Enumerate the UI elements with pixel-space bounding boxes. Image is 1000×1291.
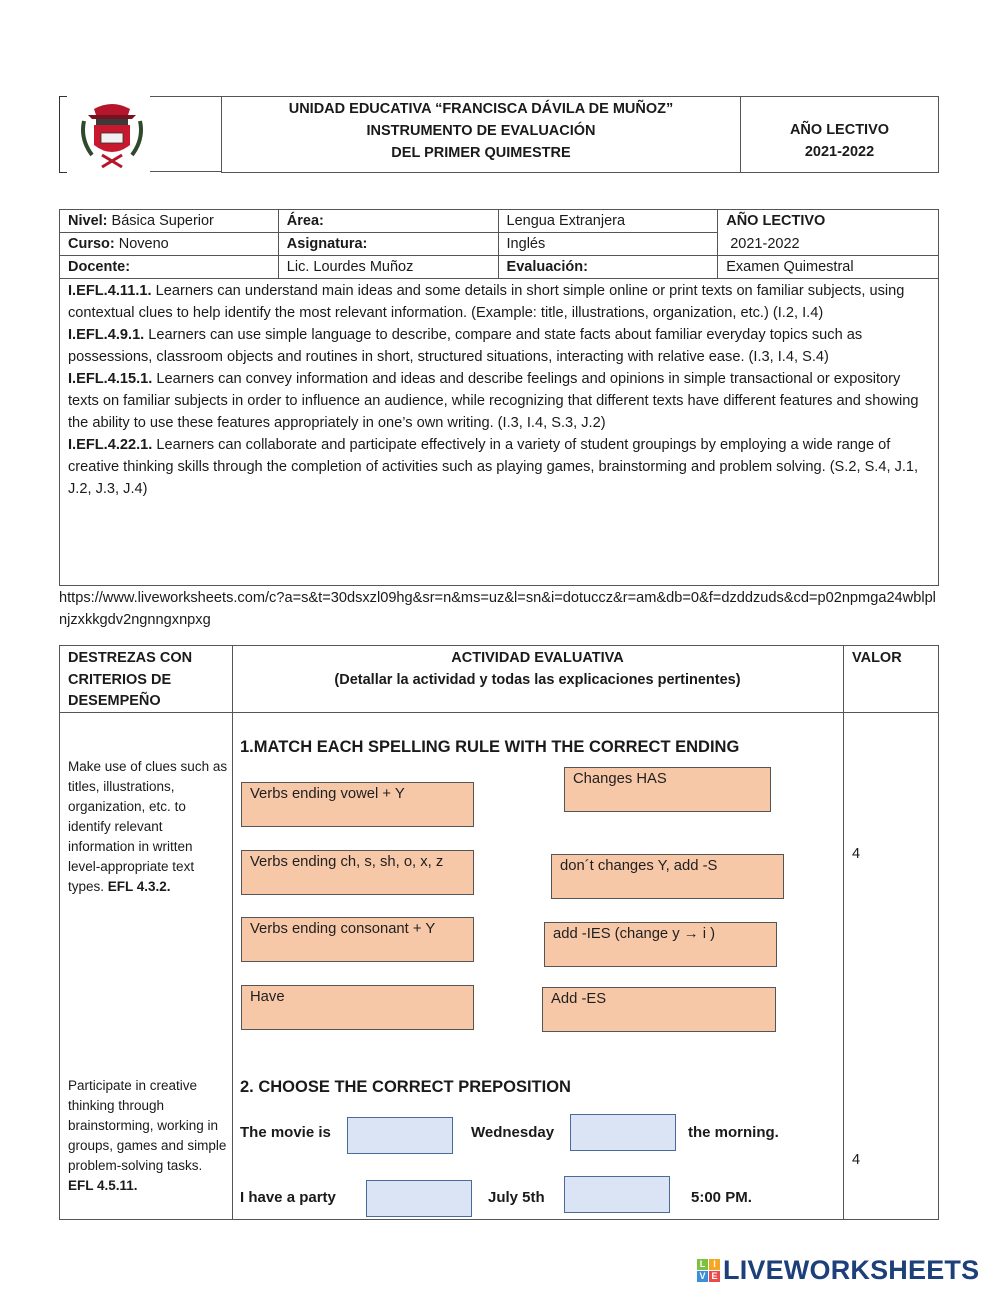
area-value: Lengua Extranjera <box>498 210 718 233</box>
live-block-v: V <box>697 1271 708 1282</box>
year-label-cell <box>718 210 939 233</box>
header-logo-bracket <box>59 96 67 173</box>
live-block-l: L <box>697 1259 708 1270</box>
curso-value: Noveno <box>118 236 169 252</box>
indicator-text: Learners can collaborate and participate effectively in a variety of student groupings by employing a wide range of creative thinking skills through the completion of activities such as playing games, brainstorming and problem solving. (S.2, S.4, J.1, J.2, J.3, J.4) <box>68 437 919 497</box>
school-name: UNIDAD EDUCATIVA “FRANCISCA DÁVILA DE MUÑOZ” <box>288 101 674 117</box>
skill-description-1 <box>68 757 228 897</box>
header-divider <box>150 171 221 172</box>
match-right-1[interactable]: Changes HAS <box>564 767 771 812</box>
indicator-code: I.EFL.4.11.1. <box>68 283 152 299</box>
indicator-item <box>68 434 930 500</box>
indicator-code: I.EFL.4.15.1. <box>68 371 153 387</box>
indicator-item <box>68 324 930 368</box>
header-year-block <box>740 96 939 173</box>
indicator-item <box>68 368 930 434</box>
curso-label: Curso: <box>68 236 115 252</box>
docente-label-text: Docente: <box>68 259 131 275</box>
indicator-text: Learners can convey information and ideas and describe feelings and opinions in simple transactional or expository texts on familiar subjects in order to influence an audience, while recognizing that different texts have different features and showing the ability to use these features appropriately in one’s own writing. (I.3, I.4, S.3, J.2) <box>68 371 919 431</box>
skill-code: EFL 4.3.2. <box>107 879 171 894</box>
info-table <box>59 209 939 279</box>
indicator-text: Learners can understand main ideas and some details in short simple online or print texts on familiar subjects, using contextual clues to help identify the most relevant information. (Example: title, illustrations, organization, etc.) (I.2, I.4) <box>68 283 905 321</box>
brand-text: LIVEWORKSHEETS <box>723 1254 980 1285</box>
live-block-e: E <box>709 1271 720 1282</box>
instrument-title: INSTRUMENTO DE EVALUACIÓN <box>366 123 596 139</box>
area-label-text: Área: <box>286 213 324 229</box>
info-year-label: AÑO LECTIVO <box>726 213 826 230</box>
liveworksheets-logo[interactable] <box>697 1255 979 1285</box>
question-1-title: 1.MATCH EACH SPELLING RULE WITH THE CORRECT ENDING <box>240 738 740 756</box>
match-left-4[interactable]: Have <box>241 985 474 1030</box>
live-block-i: I <box>709 1259 720 1270</box>
nivel-label: Nivel: <box>68 213 108 229</box>
match-left-2[interactable]: Verbs ending ch, s, sh, o, x, z <box>241 850 474 895</box>
asignatura-label-text: Asignatura: <box>286 236 368 252</box>
indicators-block <box>59 278 939 586</box>
match-left-1[interactable]: Verbs ending vowel + Y <box>241 782 474 827</box>
sentence-2-part-2: July 5th <box>488 1189 545 1206</box>
worksheet-url[interactable]: https://www.liveworksheets.com/c?a=s&t=30dsxzl09hg&sr=n&ms=uz&l=sn&i=dotuccz&r=am&db=0&f=dzddzuds&cd=p02npmga24wblplnjzxkkgdv2ngnngxnpxg <box>59 590 936 628</box>
school-crest-icon <box>74 99 150 169</box>
evaluacion-label <box>498 256 718 279</box>
sentence-2-part-1: I have a party <box>240 1189 336 1206</box>
match-right-2[interactable]: don´t changes Y, add -S <box>551 854 784 899</box>
blank-input-1[interactable] <box>347 1117 453 1154</box>
area-label <box>278 210 498 233</box>
blank-input-2[interactable] <box>570 1114 676 1151</box>
nivel-value: Básica Superior <box>111 213 214 229</box>
skill-description-2 <box>68 1076 228 1196</box>
blank-input-4[interactable] <box>564 1176 670 1213</box>
blank-input-3[interactable] <box>366 1180 472 1217</box>
live-blocks-icon <box>697 1259 720 1282</box>
skill-code: EFL 4.5.11. <box>68 1178 138 1193</box>
valor-2: 4 <box>852 1152 861 1168</box>
indicator-code: I.EFL.4.22.1. <box>68 437 153 453</box>
col-header-actividad-subtitle: (Detallar la actividad y todas las explicaciones pertinentes) <box>334 671 741 688</box>
column-divider <box>232 645 233 1220</box>
year-value-cell: 2021-2022 <box>718 233 939 256</box>
sentence-2-part-3: 5:00 PM. <box>691 1189 752 1206</box>
nivel-cell <box>60 210 279 233</box>
sentence-1-part-3: the morning. <box>688 1124 779 1141</box>
indicator-code: I.EFL.4.9.1. <box>68 327 145 343</box>
asignatura-value: Inglés <box>498 233 718 256</box>
valor-1: 4 <box>852 846 861 862</box>
sentence-1-part-2: Wednesday <box>471 1124 555 1141</box>
question-2-title: 2. CHOOSE THE CORRECT PREPOSITION <box>240 1078 571 1096</box>
skill-text: Participate in creative thinking through brainstorming, working in groups, games and simple problem-solving tasks. <box>68 1078 227 1173</box>
column-divider <box>843 645 844 1220</box>
match-right-3[interactable]: add -IES (change y → i ) <box>544 922 777 967</box>
docente-value: Lic. Lourdes Muñoz <box>278 256 498 279</box>
match-right-4[interactable]: Add -ES <box>542 987 776 1032</box>
docente-label <box>60 256 279 279</box>
year-label: AÑO LECTIVO <box>789 122 890 138</box>
year-value: 2021-2022 <box>804 144 875 160</box>
asignatura-label <box>278 233 498 256</box>
match-left-3[interactable]: Verbs ending consonant + Y <box>241 917 474 962</box>
curso-cell <box>60 233 279 256</box>
evaluacion-value: Examen Quimestral <box>718 256 939 279</box>
header-title-block <box>221 96 740 173</box>
col-header-actividad-title: ACTIVIDAD EVALUATIVA <box>451 650 624 666</box>
col-header-actividad <box>232 648 843 691</box>
evaluacion-label-text: Evaluación: <box>506 259 588 275</box>
skill-text: Make use of clues such as titles, illustrations, organization, etc. to identify relevant information in written level-appropriate text types. <box>68 759 228 894</box>
sentence-1-part-1: The movie is <box>240 1124 331 1141</box>
period-title: DEL PRIMER QUIMESTRE <box>391 145 571 161</box>
indicator-item <box>68 280 930 324</box>
col-header-destrezas: DESTREZAS CON CRITERIOS DE DESEMPEÑO <box>68 650 193 709</box>
header-divider <box>150 96 221 97</box>
col-header-valor: VALOR <box>852 650 902 666</box>
indicator-text: Learners can use simple language to describe, compare and state facts about familiar everyday topics such as possessions, classroom objects and routines in short, structured situations, interacting with relative ease. (I.3, I.4, S.4) <box>68 327 863 365</box>
